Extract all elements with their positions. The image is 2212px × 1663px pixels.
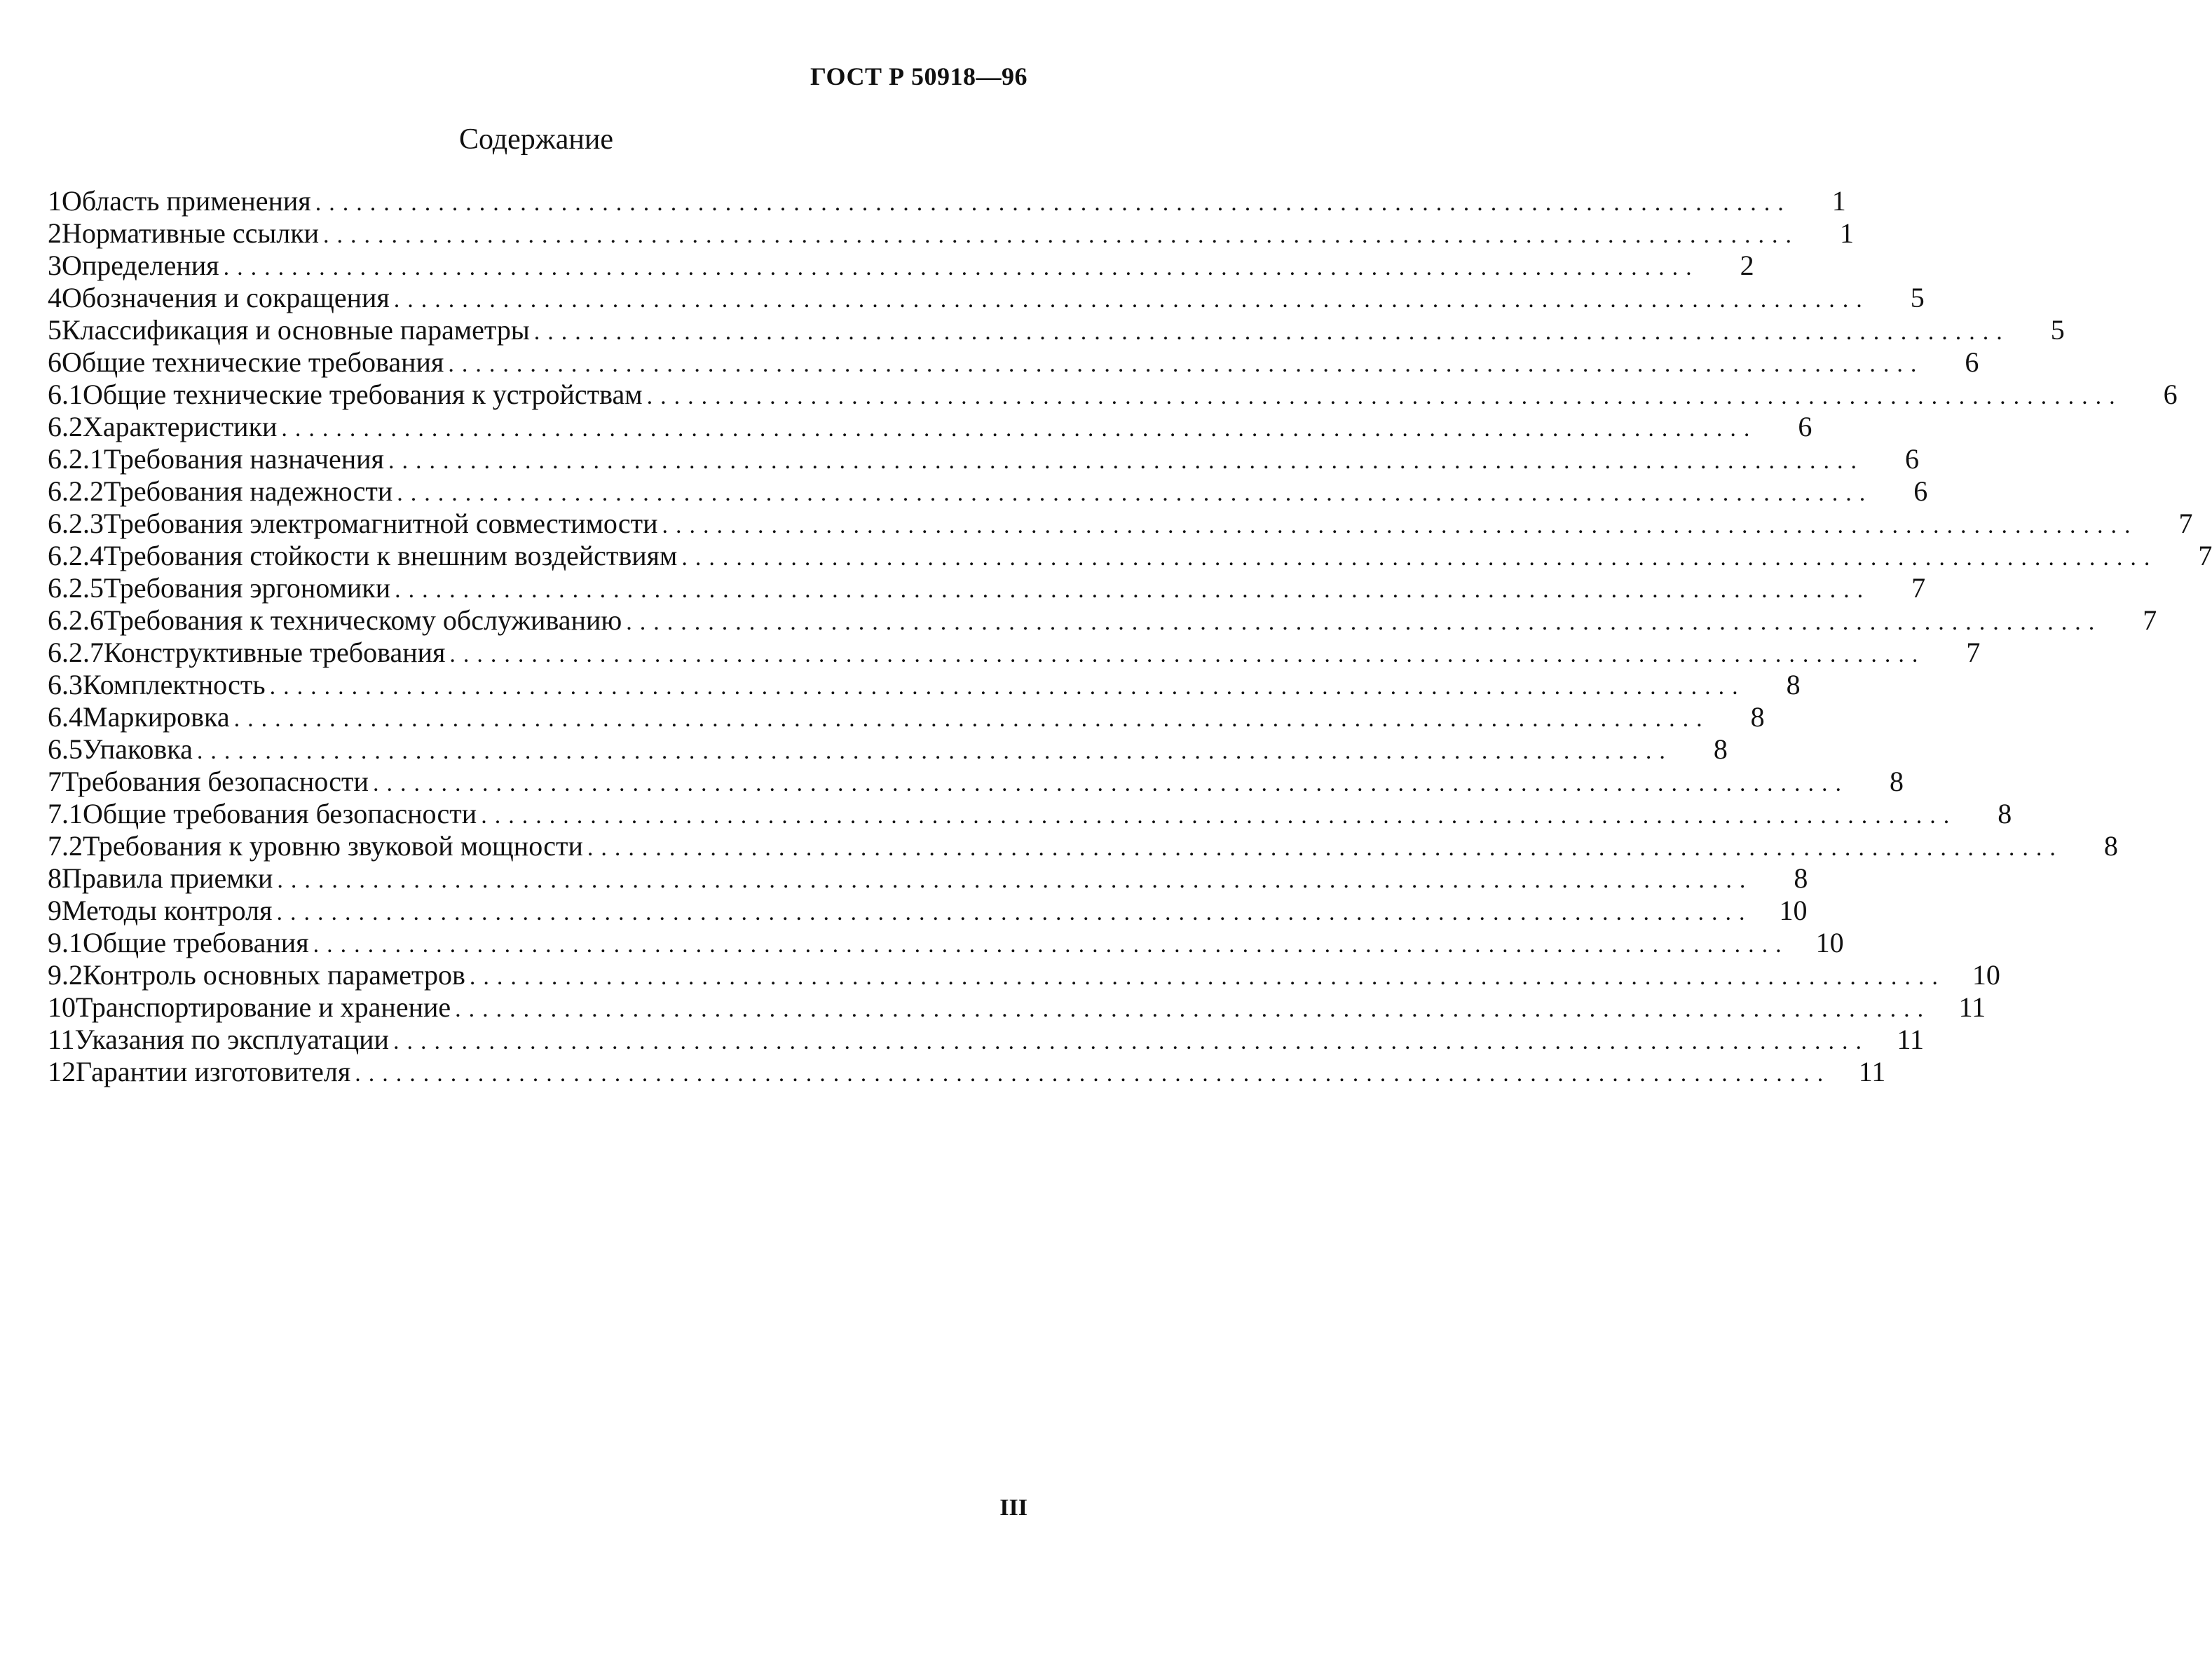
toc-entry[interactable]	[48, 508, 2193, 540]
toc-entry-number: 1	[48, 185, 62, 217]
toc-entry[interactable]	[48, 185, 1846, 217]
toc-entry-page: 11	[1858, 1056, 1886, 1087]
toc-entry-page: 8	[2103, 830, 2118, 862]
toc-entry-page: 10	[1779, 895, 1808, 926]
toc-entry-page: 7	[2143, 604, 2157, 636]
toc-entry[interactable]	[48, 314, 2065, 346]
toc-entry-label: Требования стойкости к внешним воздействиям	[104, 540, 678, 571]
toc-entry-page: 6	[1913, 475, 1928, 507]
toc-entry-page: 6	[1904, 443, 1919, 475]
toc-entry-label: Обозначения и сокращения	[62, 282, 390, 313]
toc-dot-leader: ............................................................................................................	[395, 577, 1871, 603]
toc-entry[interactable]	[48, 604, 2157, 637]
toc-entry[interactable]	[48, 411, 1812, 443]
toc-entry-page: 1	[1840, 217, 1855, 249]
toc-dot-leader: ............................................................................................................	[196, 738, 1673, 764]
toc-entry[interactable]	[48, 443, 1919, 475]
toc-entry-label: Требования назначения	[104, 443, 384, 475]
toc-dot-leader: ............................................................................................................	[372, 771, 1849, 796]
toc-entry[interactable]	[48, 733, 1728, 766]
toc-dot-leader: ............................................................................................................	[481, 803, 1958, 829]
toc-entry-page: 8	[1889, 766, 1904, 797]
toc-entry-number: 6.2.6	[48, 604, 104, 636]
toc-entry-page: 7	[2178, 508, 2193, 539]
toc-entry-page: 1	[1831, 185, 1846, 217]
toc-entry[interactable]	[48, 701, 1765, 733]
toc-entry-page: 8	[1998, 798, 2012, 829]
toc-entry-number: 6.2.5	[48, 572, 104, 604]
toc-entry[interactable]	[48, 991, 1986, 1024]
toc-entry-number: 6.4	[48, 701, 83, 733]
toc-dot-leader: ............................................................................................................	[469, 964, 1946, 990]
toc-entry-label: Общие требования безопасности	[83, 798, 477, 829]
toc-entry-number: 7.1	[48, 798, 83, 829]
toc-entry-label: Нормативные ссылки	[62, 217, 320, 249]
toc-entry-number: 4	[48, 282, 62, 313]
toc-entry-page: 11	[1897, 1024, 1924, 1055]
toc-entry-page: 10	[1815, 927, 1844, 958]
toc-dot-leader: ............................................................................................................	[392, 1029, 1869, 1054]
toc-entry-page: 11	[1958, 991, 1986, 1023]
toc-entry[interactable]	[48, 959, 2000, 991]
toc-entry-page: 7	[2198, 540, 2212, 571]
toc-entry[interactable]	[48, 862, 1808, 895]
document-code: ГОСТ Р 50918—96	[810, 62, 1028, 90]
toc-entry-label: Общие требования	[83, 927, 309, 958]
toc-entry-number: 6.2.4	[48, 540, 104, 571]
toc-entry-label: Правила приемки	[62, 862, 273, 894]
toc-entry-label: Характеристики	[83, 411, 278, 442]
toc-entry-label: Определения	[62, 250, 219, 281]
toc-entry-number: 10	[48, 991, 76, 1023]
toc-entry-label: Область применения	[62, 185, 311, 217]
toc-dot-leader: ............................................................................................................	[681, 545, 2158, 571]
page-number: III	[999, 1495, 1028, 1521]
toc-entry[interactable]	[48, 379, 2178, 411]
toc-entry-number: 7	[48, 766, 62, 797]
toc-entry-label: Требования электромагнитной совместимости	[104, 508, 658, 539]
toc-entry-number: 9.1	[48, 927, 83, 958]
toc-entry-label: Требования к техническому обслуживанию	[104, 604, 622, 636]
toc-entry-number: 12	[48, 1056, 76, 1087]
toc-entry-page: 6	[1798, 411, 1812, 442]
toc-entry[interactable]	[48, 540, 2212, 572]
toc-entry[interactable]	[48, 572, 1926, 604]
toc-entry-label: Упаковка	[83, 733, 193, 765]
toc-dot-leader: ............................................................................................................	[449, 642, 1926, 667]
toc-entry-page: 5	[1910, 282, 1925, 313]
toc-entry-number: 6.2.3	[48, 508, 104, 539]
toc-entry-label: Комплектность	[83, 669, 266, 700]
toc-entry-page: 8	[1750, 701, 1765, 733]
toc-dot-leader: ............................................................................................................	[277, 867, 1754, 893]
toc-entry-page: 8	[1794, 862, 1808, 894]
toc-entry-page: 7	[1966, 637, 1981, 668]
toc-dot-leader: ............................................................................................................	[313, 932, 1789, 958]
toc-entry[interactable]	[48, 798, 2012, 830]
toc-entry[interactable]	[48, 895, 1808, 927]
toc-entry-label: Общие технические требования к устройствам	[83, 379, 643, 410]
toc-dot-leader: ............................................................................................................	[455, 996, 1932, 1022]
toc-dot-leader: ............................................................................................................	[646, 383, 2123, 409]
toc-entry-label: Требования надежности	[104, 475, 393, 507]
toc-entry-label: Маркировка	[83, 701, 230, 733]
toc-entry[interactable]	[48, 475, 1928, 508]
toc-dot-leader: ............................................................................................................	[397, 480, 1873, 506]
toc-entry-number: 6.5	[48, 733, 83, 765]
toc-entry-label: Конструктивные требования	[104, 637, 446, 668]
toc-dot-leader: ............................................................................................................	[233, 706, 1710, 732]
toc-entry-label: Методы контроля	[62, 895, 273, 926]
toc-dot-leader: ............................................................................................................	[587, 835, 2063, 861]
toc-dot-leader: ............................................................................................................	[269, 674, 1746, 700]
toc-entry-number: 11	[48, 1024, 75, 1055]
toc-entry[interactable]	[48, 637, 1981, 669]
toc-entry-number: 9.2	[48, 959, 83, 991]
toc-entry-page: 8	[1786, 669, 1801, 700]
toc-dot-leader: ............................................................................................................	[276, 900, 1753, 925]
toc-entry-number: 6.2.2	[48, 475, 104, 507]
toc-entry-number: 6.3	[48, 669, 83, 700]
toc-dot-leader: ............................................................................................................	[393, 287, 1870, 313]
toc-dot-leader: ............................................................................................................	[662, 513, 2138, 538]
toc-entry-page: 7	[1911, 572, 1926, 604]
toc-dot-leader: ............................................................................................................	[315, 190, 1791, 216]
toc-entry-number: 2	[48, 217, 62, 249]
toc-entry-page: 6	[2163, 379, 2178, 410]
toc-entry-number: 6.2.1	[48, 443, 104, 475]
toc-entry[interactable]	[48, 830, 2118, 862]
toc-entry-label: Указания по эксплуатации	[74, 1024, 389, 1055]
table-of-contents	[48, 185, 2212, 1088]
toc-dot-leader: ............................................................................................................	[533, 319, 2010, 345]
toc-dot-leader: ............................................................................................................	[281, 416, 1758, 442]
toc-entry-label: Классификация и основные параметры	[62, 314, 530, 346]
toc-dot-leader: ............................................................................................................	[626, 609, 2103, 635]
toc-entry-label: Требования к уровню звуковой мощности	[83, 830, 583, 862]
toc-dot-leader: ............................................................................................................	[223, 254, 1700, 280]
toc-entry-page: 8	[1713, 733, 1728, 765]
toc-entry-label: Контроль основных параметров	[83, 959, 465, 991]
toc-entry[interactable]	[48, 766, 1904, 798]
toc-entry[interactable]	[48, 282, 1925, 314]
toc-entry-number: 8	[48, 862, 62, 894]
toc-entry-label: Общие технические требования	[62, 346, 444, 378]
toc-entry-number: 7.2	[48, 830, 83, 862]
toc-entry-label: Гарантии изготовителя	[76, 1056, 351, 1087]
toc-entry-number: 6.1	[48, 379, 83, 410]
toc-entry-page: 10	[1972, 959, 2000, 991]
toc-entry-page: 2	[1740, 250, 1754, 281]
toc-entry[interactable]	[48, 250, 1754, 282]
toc-entry-number: 9	[48, 895, 62, 926]
toc-dot-leader: ............................................................................................................	[448, 351, 1925, 377]
toc-dot-leader: ............................................................................................................	[323, 222, 1800, 248]
toc-entry-page: 5	[2050, 314, 2065, 346]
toc-entry-number: 6.2	[48, 411, 83, 442]
toc-entry[interactable]	[48, 927, 1844, 959]
toc-entry-label: Транспортирование и хранение	[76, 991, 451, 1023]
toc-entry[interactable]	[48, 217, 1855, 250]
toc-title: Содержание	[458, 123, 614, 156]
toc-entry-number: 5	[48, 314, 62, 346]
toc-entry-number: 6.2.7	[48, 637, 104, 668]
toc-entry[interactable]	[48, 669, 1801, 701]
toc-entry-number: 3	[48, 250, 62, 281]
toc-entry[interactable]	[48, 1056, 1886, 1088]
toc-dot-leader: ............................................................................................................	[355, 1061, 1831, 1087]
toc-entry[interactable]	[48, 1024, 1924, 1056]
toc-entry-number: 6	[48, 346, 62, 378]
toc-entry-label: Требования эргономики	[104, 572, 391, 604]
toc-entry-page: 6	[1965, 346, 1979, 378]
toc-entry-label: Требования безопасности	[62, 766, 369, 797]
toc-entry[interactable]	[48, 346, 1979, 379]
toc-dot-leader: ............................................................................................................	[388, 448, 1864, 474]
